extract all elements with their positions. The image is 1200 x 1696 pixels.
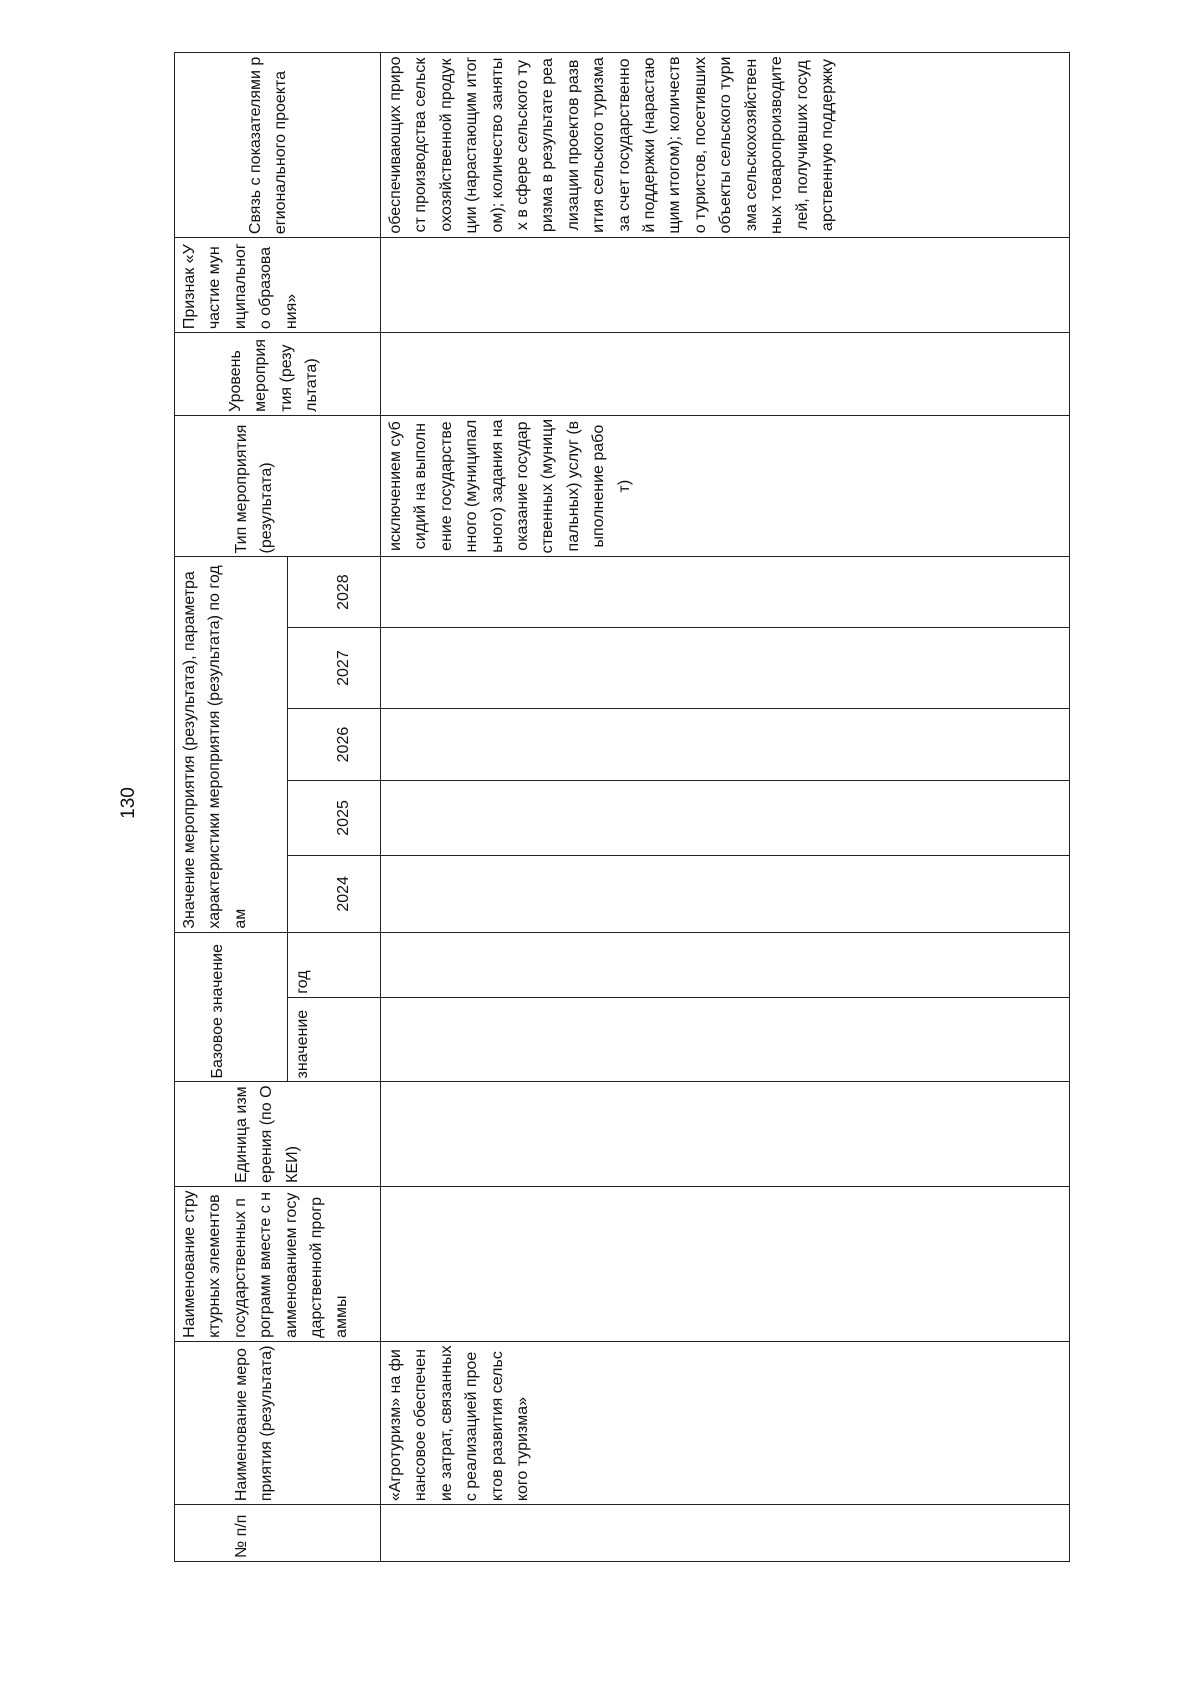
cell-unit — [381, 1082, 1070, 1186]
cell-base-value-value — [381, 997, 1070, 1082]
cell-2026 — [381, 709, 1070, 780]
cell-link: обеспечивающих прирост производства сельскохозяйственной продукции (нарастающим итогом); количество занятых в сфере сельского туризма в результате реализации проектов развития сельского туризма за счет государственной поддержки (нарастающим итогом); количество туристов, посетивших объекты сельского туризма сельскохозяйственных товаропроизводителей, получивших государственную поддержку — [381, 53, 1070, 238]
cell-structural-elements — [381, 1186, 1070, 1341]
header-link: Связь с показателями регионального проекта — [175, 53, 381, 238]
cell-2025 — [381, 780, 1070, 855]
page-number: 130 — [118, 787, 139, 819]
header-year-2027: 2027 — [288, 627, 381, 709]
header-event-name: Наименование мероприятия (результата) — [175, 1341, 381, 1504]
cell-event-name: «Агротуризм» на финансовое обеспечение затрат, связанных с реализацией проектов развития сельского туризма» — [381, 1341, 1070, 1504]
header-structural-elements: Наименование структурных элементов государственных программ вместе с наименованием государственной программы — [175, 1186, 381, 1341]
header-num: № п/п — [175, 1505, 381, 1562]
header-unit: Единица измерения (по ОКЕИ) — [175, 1082, 381, 1186]
cell-municipal — [381, 238, 1070, 333]
header-row — [175, 53, 288, 1562]
header-year-2028: 2028 — [288, 557, 381, 627]
header-base-value-value: значение — [288, 997, 381, 1082]
cell-num — [381, 1505, 1070, 1562]
cell-2028 — [381, 557, 1070, 627]
cell-2027 — [381, 627, 1070, 709]
rotated-page — [174, 52, 1125, 1562]
header-base-value: Базовое значение — [175, 932, 288, 1082]
table-row — [381, 53, 1070, 1562]
header-year-2026: 2026 — [288, 709, 381, 780]
cell-event-type: исключением субсидий на выполнение государственного (муниципального) задания на оказание государственных (муниципальных) услуг (выполнение работ) — [381, 415, 1070, 557]
header-event-type: Тип мероприятия (результата) — [175, 415, 381, 557]
header-base-value-year: год — [288, 932, 381, 997]
header-year-2024: 2024 — [288, 856, 381, 932]
cell-level — [381, 333, 1070, 416]
measures-table — [174, 52, 1070, 1562]
cell-2024 — [381, 856, 1070, 932]
header-level: Уровень мероприятия (результата) — [175, 333, 381, 416]
header-values-by-year: Значение мероприятия (результата), параметра характеристики мероприятия (результата) по годам — [175, 557, 288, 932]
header-municipal: Признак «Участие муниципального образования» — [175, 238, 381, 333]
cell-base-value-year — [381, 932, 1070, 997]
header-year-2025: 2025 — [288, 780, 381, 855]
